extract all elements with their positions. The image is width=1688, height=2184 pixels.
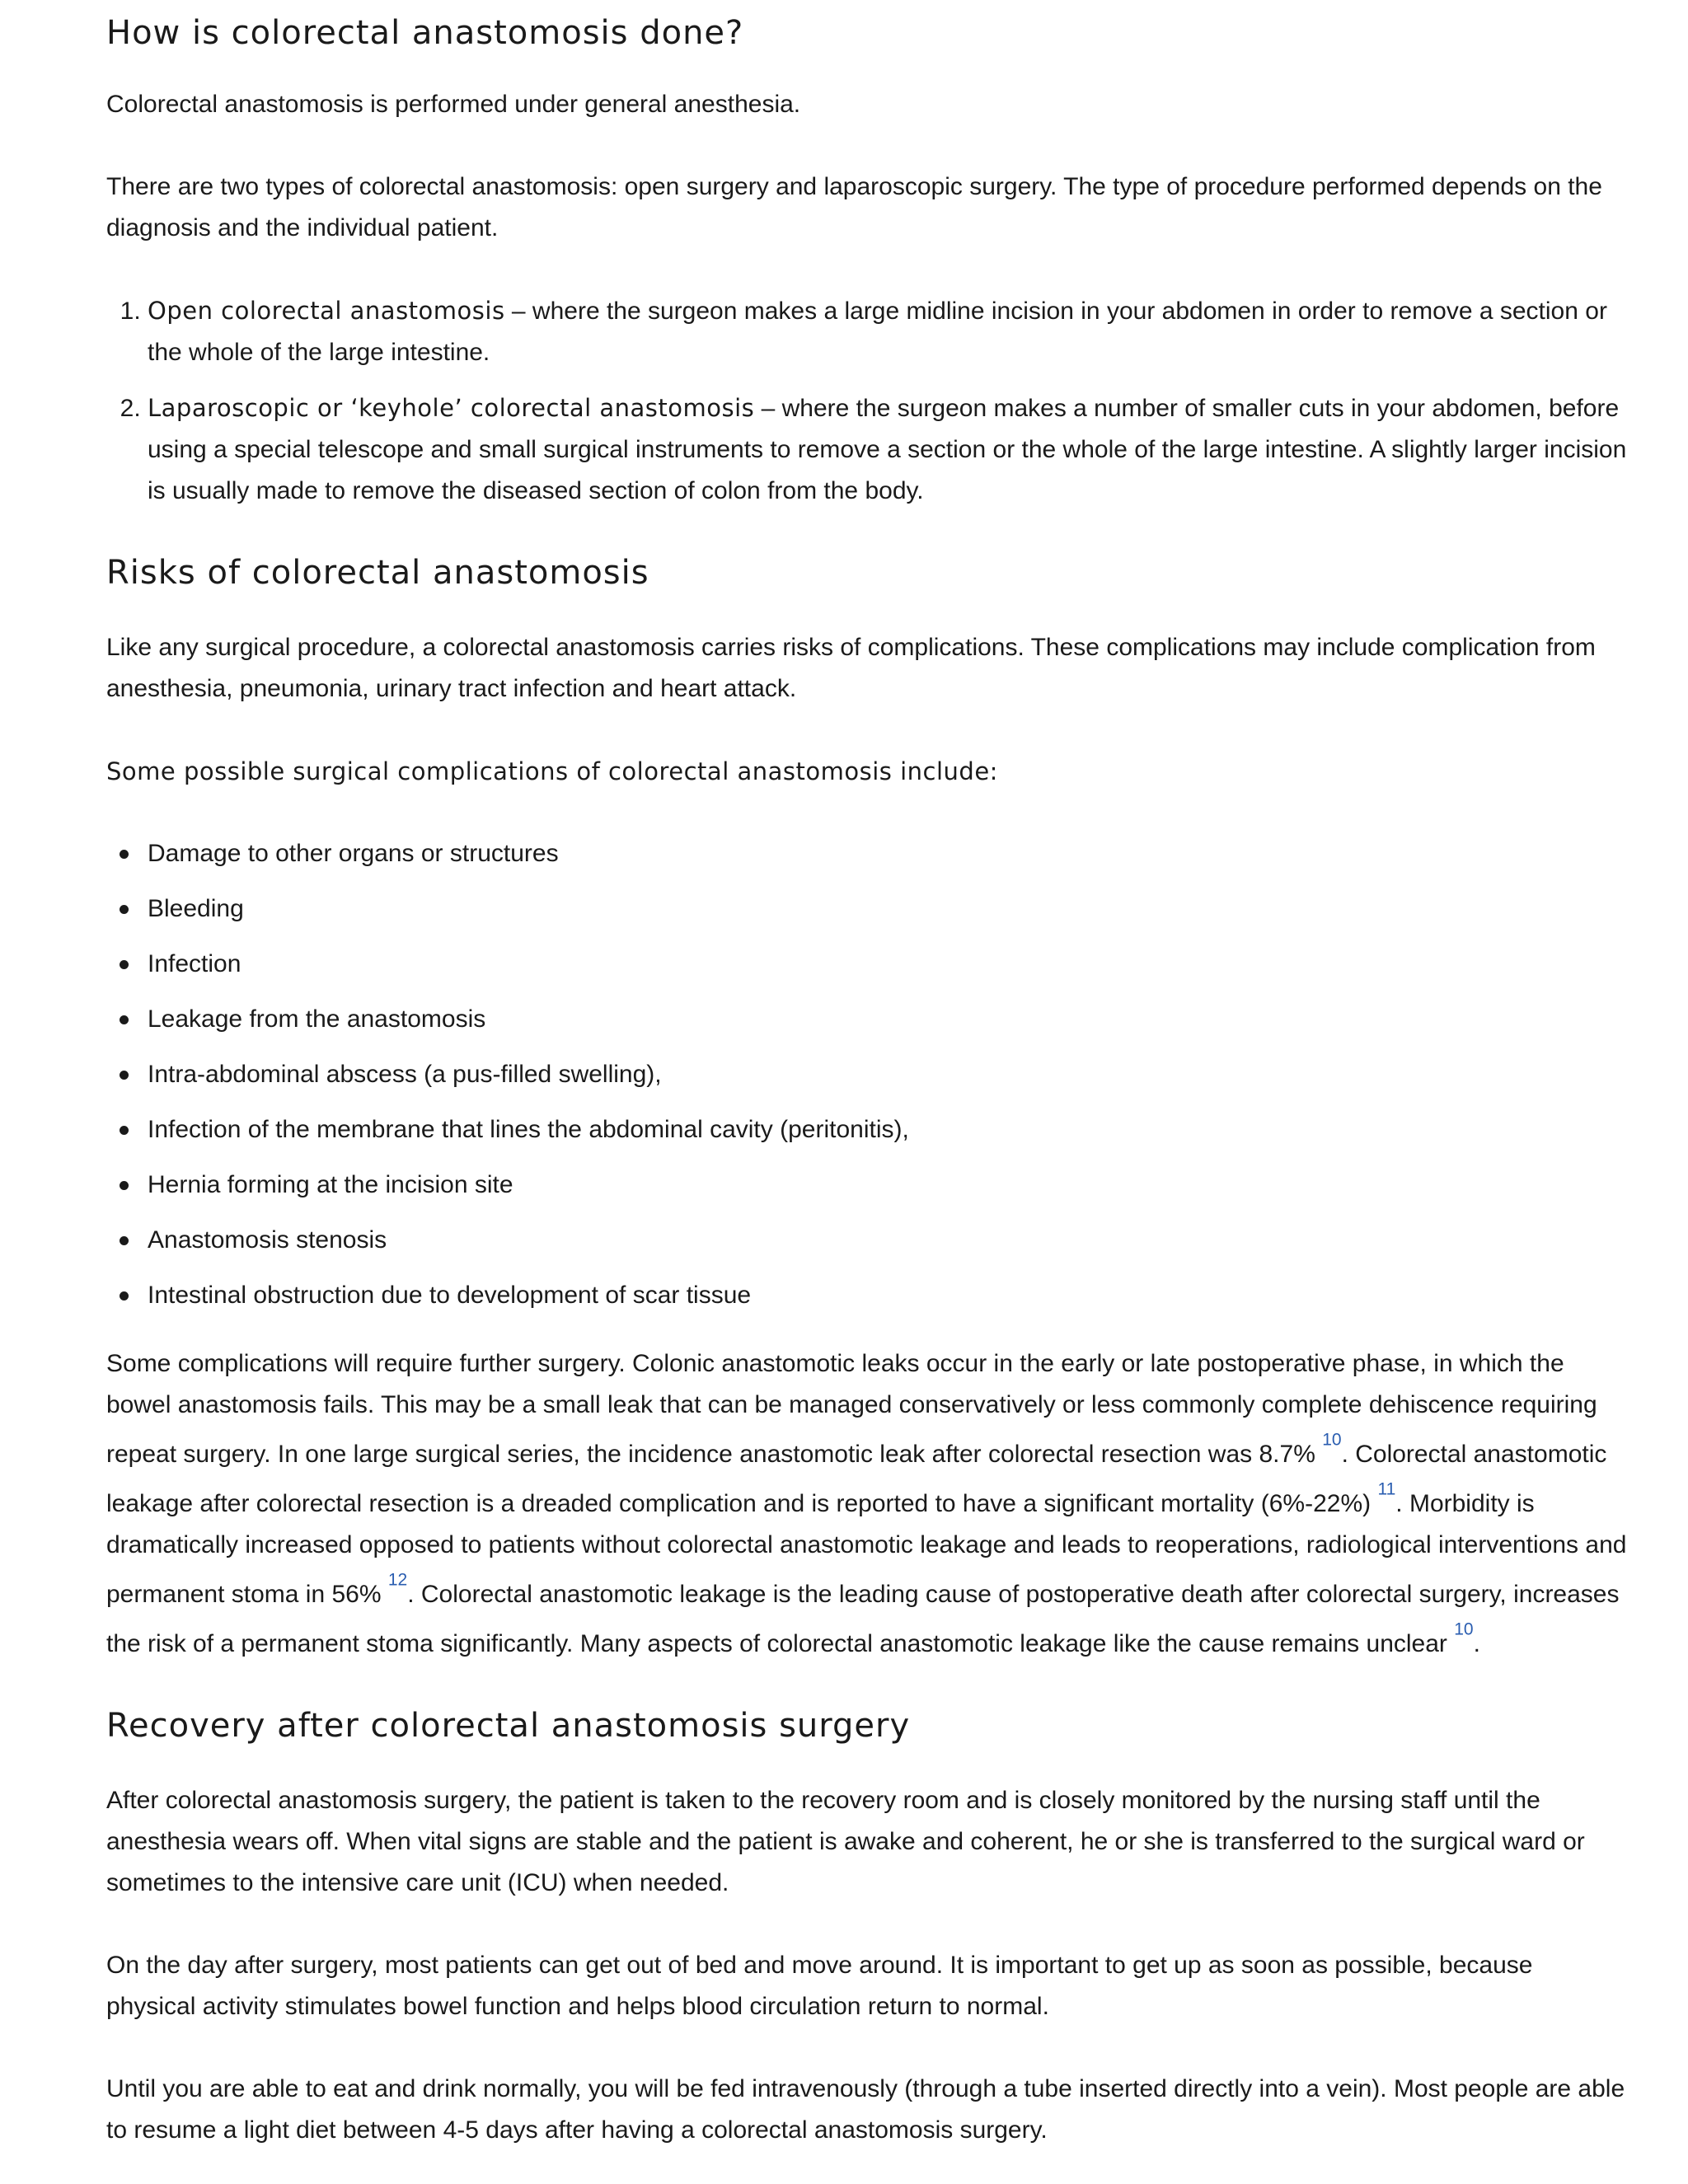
paragraph-day-after-surgery: On the day after surgery, most patients can get out of bed and move around. It is important to get up as soon as possible, because physical activity stimulates bowel function and helps blood circulation return to normal.: [106, 1952, 1533, 2020]
paragraph-risks-intro: Like any surgical procedure, a colorectal anastomosis carries risks of complications. These complications may include complication from anesthesia, pneumonia, urinary tract infection and heart attack.: [106, 634, 1596, 702]
list-item: [148, 833, 1627, 874]
leak-text-4: . Colorectal anastomotic leakage is the leading cause of postoperative death after colorectal surgery, increases the risk of a permanent stoma significantly. Many aspects of colorectal anastomotic leakage like the cause remains unclear: [106, 1581, 1620, 1657]
paragraph-recovery-room: After colorectal anastomosis surgery, the patient is taken to the recovery room and is closely monitored by the nursing staff until the anesthesia wears off. When vital signs are stable and the patient is awake and coherent, he or she is transferred to the surgical ward or sometimes to the intensive care unit (ICU) when needed.: [106, 1787, 1585, 1896]
bullet-icon: [120, 1181, 129, 1190]
list-item: [148, 387, 1627, 512]
leak-text-2: . Colorectal anastomotic leakage after colorectal resection is a dreaded complication and is reported to have a significant mortality (6%-22%): [106, 1441, 1607, 1517]
reference-link-10-second[interactable]: 10: [1454, 1619, 1474, 1639]
procedure-type-term: Open colorectal anastomosis: [148, 297, 505, 325]
list-item: [148, 1109, 1627, 1151]
reference-link-12[interactable]: 12: [387, 1570, 408, 1590]
complication-text: Bleeding: [148, 895, 244, 922]
procedure-types-list: [106, 290, 1627, 512]
complication-text: Intra-abdominal abscess (a pus-filled swelling),: [148, 1061, 662, 1088]
bullet-icon: [120, 1015, 129, 1024]
complication-text: Hernia forming at the incision site: [148, 1171, 513, 1198]
heading-recovery: Recovery after colorectal anastomosis surgery: [106, 1707, 911, 1745]
bullet-icon: [120, 905, 129, 914]
leak-text-1: Some complications will require further surgery. Colonic anastomotic leaks occur in the early or late postoperative phase, in which the bowel anastomosis fails. This may be a small leak that can be managed conservatively or less commonly complete dehiscence requiring repeat surgery. In one large surgical series, the incidence anastomotic leak after colorectal resection was 8.7%: [106, 1350, 1597, 1468]
list-item: [148, 1165, 1627, 1206]
complication-text: Leakage from the anastomosis: [148, 1005, 486, 1033]
bullet-icon: [120, 1071, 129, 1080]
complications-intro: Some possible surgical complications of colorectal anastomosis include:: [106, 757, 998, 785]
heading-how-is-it-done: How is colorectal anastomosis done?: [106, 14, 744, 52]
article-content: [106, 0, 1627, 2151]
bullet-icon: [120, 960, 129, 969]
list-item: [148, 999, 1627, 1040]
complications-list: [106, 833, 1627, 1316]
bullet-icon: [120, 1236, 129, 1245]
list-item: [148, 290, 1627, 373]
bullet-icon: [120, 850, 129, 859]
paragraph-anastomotic-leak: [106, 1343, 1627, 1665]
leak-text-3: . Morbidity is dramatically increased opposed to patients without colorectal anastomotic leakage and leads to reoperations, radiological interventions and permanent stoma in 56%: [106, 1490, 1627, 1608]
bullet-icon: [120, 1291, 129, 1301]
bullet-icon: [120, 1126, 129, 1135]
paragraph-two-types: There are two types of colorectal anastomosis: open surgery and laparoscopic surgery. The type of procedure performed depends on the diagnosis and the individual patient.: [106, 173, 1602, 241]
procedure-type-description: – where the surgeon makes a large midline incision in your abdomen in order to remove a section or the whole of the large intestine.: [148, 298, 1607, 366]
paragraph-general-anesthesia: Colorectal anastomosis is performed under general anesthesia.: [106, 91, 801, 118]
reference-link-11[interactable]: 11: [1377, 1479, 1396, 1499]
reference-link-10[interactable]: 10: [1322, 1430, 1342, 1450]
complication-text: Damage to other organs or structures: [148, 840, 559, 867]
complication-text: Intestinal obstruction due to development of scar tissue: [148, 1282, 752, 1309]
list-item: [148, 944, 1627, 985]
procedure-type-description: – where the surgeon makes a number of smaller cuts in your abdomen, before using a special telescope and small surgical instruments to remove a section or the whole of the large intestine. A slightly larger incision is usually made to remove the diseased section of colon from the body.: [148, 395, 1627, 504]
list-item: [148, 1054, 1627, 1095]
list-item: [148, 888, 1627, 930]
heading-risks: Risks of colorectal anastomosis: [106, 554, 649, 592]
complication-text: Anastomosis stenosis: [148, 1226, 387, 1254]
list-item: [148, 1220, 1627, 1261]
list-item: [148, 1275, 1627, 1316]
complication-text: Infection of the membrane that lines the abdominal cavity (peritonitis),: [148, 1116, 909, 1143]
leak-text-5: .: [1473, 1630, 1480, 1657]
complication-text: Infection: [148, 950, 241, 977]
paragraph-diet-resume: Until you are able to eat and drink normally, you will be fed intravenously (through a tube inserted directly into a vein). Most people are able to resume a light diet between 4-5 days after having a colorectal anastomosis surgery.: [106, 2075, 1625, 2144]
procedure-type-term: Laparoscopic or ‘keyhole’ colorectal anastomosis: [148, 394, 755, 422]
